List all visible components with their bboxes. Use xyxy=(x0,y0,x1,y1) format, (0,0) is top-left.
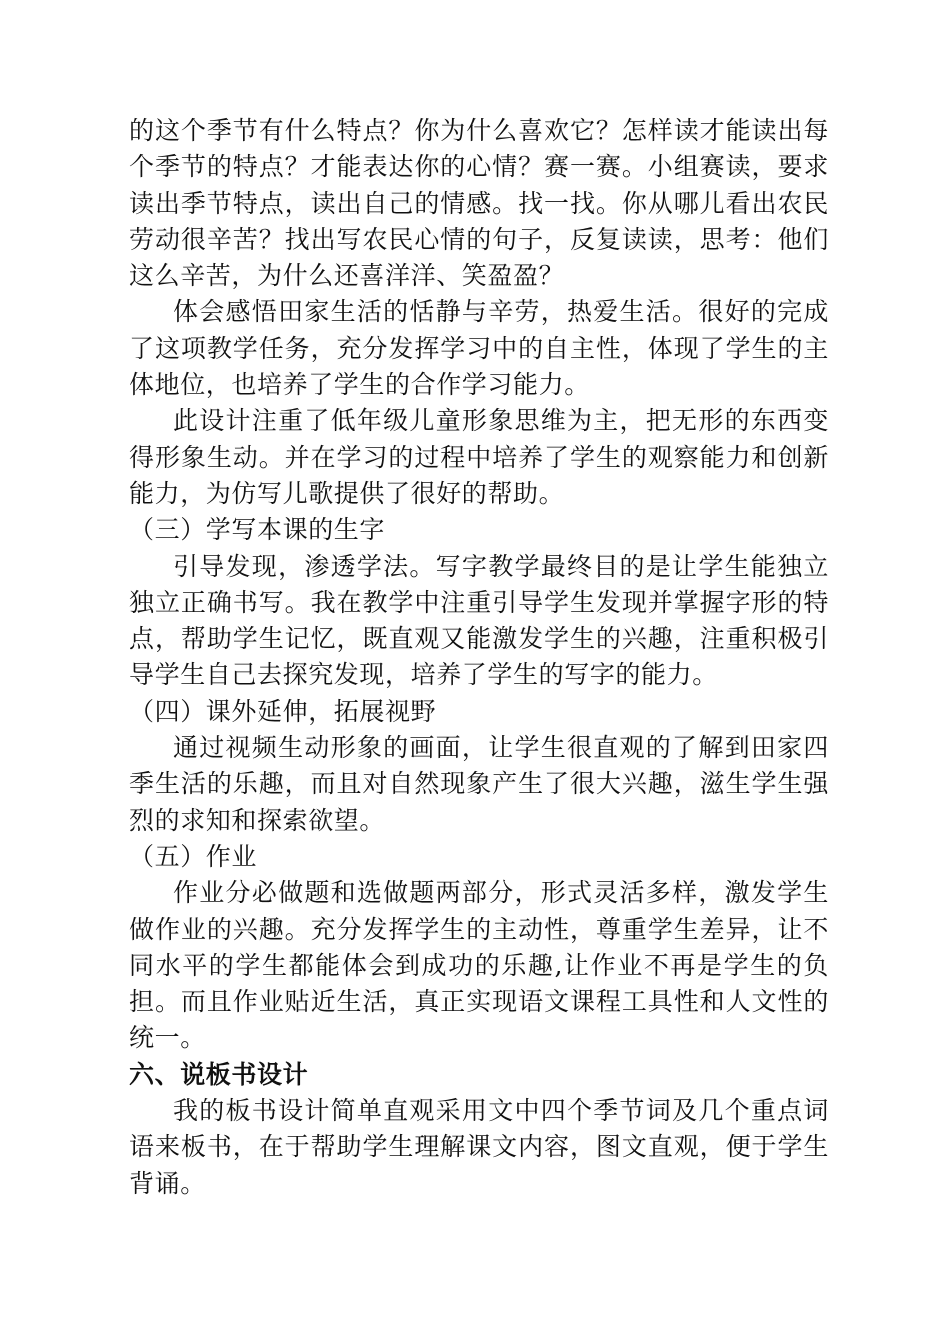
section-heading-writing: （三）学写本课的生字 xyxy=(129,515,386,545)
paragraph-extension: 通过视频生动形象的画面，让学生很直观的了解到田家四季生活的乐趣，而且对自然现象产生了很大兴趣，滋生学生强烈的求知和探索欲望。 xyxy=(129,733,829,835)
section-heading-homework: （五）作业 xyxy=(129,841,258,871)
paragraph-continuation: 的这个季节有什么特点？你为什么喜欢它？怎样读才能读出每个季节的特点？才能表达你的心情？赛一赛。小组赛读，要求读出季节特点，读出自己的情感。找一找。你从哪儿看出农民劳动很辛苦？找出写农民心情的句子，反复读读，思考：他们这么辛苦，为什么还喜洋洋、笑盈盈？ xyxy=(129,116,829,291)
document-body xyxy=(129,113,829,1202)
section-heading-board: 六、说板书设计 xyxy=(129,1059,309,1089)
paragraph-board: 我的板书设计简单直观采用文中四个季节词及几个重点词语来板书，在于帮助学生理解课文内容，图文直观，便于学生背诵。 xyxy=(129,1096,829,1198)
paragraph-writing: 引导发现，渗透学法。写字教学最终目的是让学生能独立独立正确书写。我在教学中注重引导学生发现并掌握字形的特点，帮助学生记忆，既直观又能激发学生的兴趣，注重积极引导学生自己去探究发现，培养了学生的写字的能力。 xyxy=(129,551,829,690)
paragraph-design: 此设计注重了低年级儿童形象思维为主，把无形的东西变得形象生动。并在学习的过程中培养了学生的观察能力和创新能力，为仿写儿歌提供了很好的帮助。 xyxy=(129,406,829,508)
section-heading-extension: （四）课外延伸，拓展视野 xyxy=(129,696,437,726)
paragraph-experience: 体会感悟田家生活的恬静与辛劳，热爱生活。很好的完成了这项教学任务，充分发挥学习中的自主性，体现了学生的主体地位，也培养了学生的合作学习能力。 xyxy=(129,297,829,400)
paragraph-homework: 作业分必做题和选做题两部分，形式灵活多样，激发学生做作业的兴趣。充分发挥学生的主动性，尊重学生差异，让不同水平的学生都能体会到成功的乐趣,让作业不再是学生的负担。而且作业贴近生活，真正实现语文课程工具性和人文性的统一。 xyxy=(129,878,829,1053)
